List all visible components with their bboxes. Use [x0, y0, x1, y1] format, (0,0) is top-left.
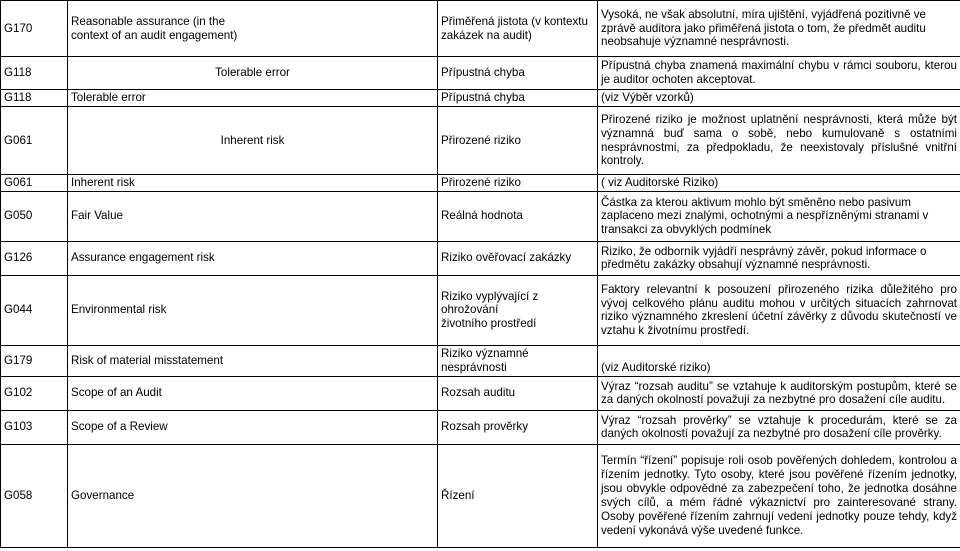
- czech-term: Přirozené riziko: [438, 107, 598, 175]
- czech-term: Rozsah prověrky: [438, 410, 598, 444]
- definition: Faktory relevantní k posouzení přirozeného rizika důležitého pro vývoj celkového plánu auditu mohou v určitých situacích zahrnovat riziko významného zkreslení účetní závěrky z důvodu skutečností ve vztahu k životnímu prostředí.: [598, 275, 960, 345]
- english-term: Reasonable assurance (in the context of an audit engagement): [68, 1, 438, 57]
- english-term: Environmental risk: [68, 275, 438, 345]
- definition: Částka za kterou aktivum mohlo být směněno nebo pasivum zaplaceno mezi znalými, ochotnými a nespřízněnými stranami v transakci za obvyklých podmínek: [598, 191, 960, 241]
- czech-term: Přípustná chyba: [438, 90, 598, 107]
- definition: Výraz “rozsah prověrky” se vztahuje k procedurám, které se za daných okolností považují za nezbytné pro dosažení cíle prověrky.: [598, 410, 960, 444]
- table-row: [1, 1, 960, 57]
- table-row: [1, 345, 960, 376]
- czech-term: Riziko vyplývající z ohrožování životního prostředí: [438, 275, 598, 345]
- table-row: [1, 191, 960, 241]
- czech-term: Riziko ověřovací zakázky: [438, 241, 598, 275]
- english-term: Governance: [68, 444, 438, 547]
- definition: Termín “řízení” popisuje roli osob pověřených dohledem, kontrolou a řízením jednotky. Tyto osoby, které jsou pověřené řízením jednotky, jsou obvykle odpovědné za zabezpečení toho, že jednotka dosáhne svých cílů, a mém řádné výkaznictví pro zainteresované strany. Osoby pověřené řízením zahrnují vedení jednotky pouze tehdy, když vedení vykonává výše uvedené funkce.: [598, 444, 960, 547]
- table-row: [1, 57, 960, 90]
- table-row: [1, 444, 960, 547]
- definition: Vysoká, ne však absolutní, míra ujištění, vyjádřená pozitivně ve zprávě auditora jako přiměřená jistota o tom, že předmět auditu neobsahuje významné nesprávnosti.: [598, 1, 960, 57]
- czech-term: Přiměřená jistota (v kontextu zakázek na audit): [438, 1, 598, 57]
- term-code: G118: [1, 57, 68, 90]
- term-code: G061: [1, 175, 68, 192]
- term-code: G102: [1, 376, 68, 410]
- czech-term: Reálná hodnota: [438, 191, 598, 241]
- definition: (viz Výběr vzorků): [598, 90, 960, 107]
- table-row: [1, 376, 960, 410]
- english-term: Fair Value: [68, 191, 438, 241]
- english-term: Scope of an Audit: [68, 376, 438, 410]
- definition: Přirozené riziko je možnost uplatnění nesprávnosti, která může být významná buď sama o sobě, nebo kumulovaně s ostatními nesprávnostmi, za předpokladu, že neexistovaly příslušné vnitřní kontroly.: [598, 107, 960, 175]
- czech-term: Řízení: [438, 444, 598, 547]
- definition: (viz Auditorské riziko): [598, 345, 960, 376]
- czech-term: Rozsah auditu: [438, 376, 598, 410]
- term-code: G179: [1, 345, 68, 376]
- english-term: Tolerable error: [68, 57, 438, 90]
- english-term: Inherent risk: [68, 107, 438, 175]
- table-row: [1, 410, 960, 444]
- english-term: Inherent risk: [68, 175, 438, 192]
- czech-term: Přirozené riziko: [438, 175, 598, 192]
- term-code: G170: [1, 1, 68, 57]
- term-code: G103: [1, 410, 68, 444]
- term-code: G126: [1, 241, 68, 275]
- table-row: [1, 107, 960, 175]
- table-row: [1, 275, 960, 345]
- term-code: G061: [1, 107, 68, 175]
- definition: ( viz Auditorské Riziko): [598, 175, 960, 192]
- table-row: [1, 90, 960, 107]
- term-code: G044: [1, 275, 68, 345]
- english-term: Assurance engagement risk: [68, 241, 438, 275]
- czech-term: Riziko významné nesprávnosti: [438, 345, 598, 376]
- english-term: Tolerable error: [68, 90, 438, 107]
- term-code: G050: [1, 191, 68, 241]
- term-code: G118: [1, 90, 68, 107]
- definition: Přípustná chyba znamená maximální chybu v rámci souboru, kterou je auditor ochoten akceptovat.: [598, 57, 960, 90]
- definition: Riziko, že odborník vyjádří nesprávný závěr, pokud informace o předmětu zakázky obsahují významné nesprávnosti.: [598, 241, 960, 275]
- czech-term: Přípustná chyba: [438, 57, 598, 90]
- term-code: G058: [1, 444, 68, 547]
- definition: Výraz “rozsah auditu” se vztahuje k auditorským postupům, které se za daných okolností považují za nezbytné pro dosažení cíle auditu.: [598, 376, 960, 410]
- english-term: Scope of a Review: [68, 410, 438, 444]
- table-row: [1, 241, 960, 275]
- table-row: [1, 175, 960, 192]
- english-term: Risk of material misstatement: [68, 345, 438, 376]
